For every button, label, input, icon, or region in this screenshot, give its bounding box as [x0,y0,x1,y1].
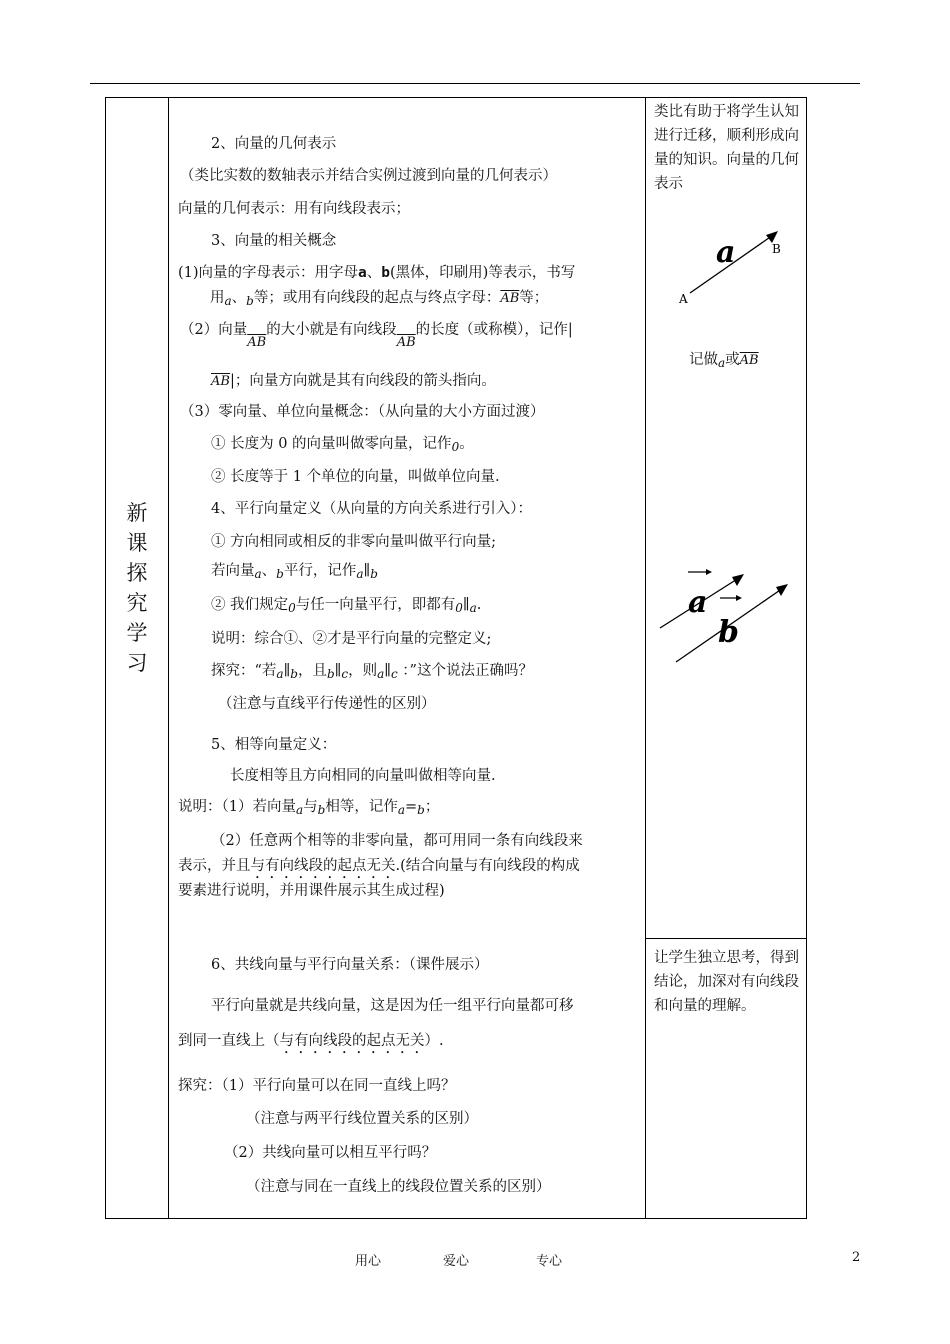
section-char-1: 新 [126,501,148,525]
parallel-def-2: 若向量$_a$、$_b$平行，记作$_a\parallel_b$ [211,563,378,581]
vec-ab: $\overline{AB}$ [500,291,520,306]
lesson-table [105,97,807,1219]
vector-b-symbol: b [718,615,739,650]
section-char-4: 究 [126,591,148,615]
equal-note-2c: 要素进行说明，并用课件展示其生成过程) [178,883,445,899]
side-note-2: 让学生独立思考，得到结论，加深对有向线段和向量的理解。 [654,950,799,1014]
point-b-label: B [772,242,781,256]
parallel-vectors-figure [654,560,804,670]
zero-unit-heading: （3）零向量、单位向量概念：（从向量的大小方面过渡） [180,404,545,420]
side-row-divider [645,938,806,939]
vec-b: b [246,294,254,308]
heading-4: 4、平行向量定义（从向量的方向关系进行引入）： [211,501,532,517]
explore-note: （注意与直线平行传递性的区别） [218,696,436,712]
column-divider-2 [645,98,646,1218]
heading-6: 6、共线向量与平行向量关系：（课件展示） [211,957,489,973]
unit-vector-def: ② 长度等于 1 个单位的向量，叫做单位向量. [211,469,500,485]
vec-a: a [224,294,232,308]
analogy-note: （类比实数的数轴表示并结合实例过渡到向量的几何表示） [180,168,557,184]
equal-note-1: 说明：（1）若向量$_a$与$_b$相等，记作$_a=_b$； [178,799,440,817]
magnitude-line2: $\overline{AB}|$；向量方向就是其有向线段的箭头指向。 [211,373,496,389]
vector-b-arrowhead [776,584,788,596]
bold-a: a [358,265,367,281]
section-label [106,498,168,678]
section-char-3: 探 [126,561,148,585]
footer-word-2: 爱心 [443,1254,470,1269]
notation-caption: 记做$_a$或$\overline{AB}$ [689,352,759,370]
collinear-line2: 到同一直线上（与有向线段的起点无关）. [178,1033,444,1049]
explore-q1: 探究：（1）平行向量可以在同一直线上吗？ [178,1078,456,1094]
bold-b: b [381,265,391,281]
vector-a-overarrow-head [706,569,712,575]
vector-ab-figure [676,223,801,313]
explore-q2: （2）共线向量可以相互平行吗？ [224,1145,437,1161]
header-rule [90,83,860,84]
vector-a-arrowhead [732,574,744,586]
collinear-line1: 平行向量就是共线向量，这是因为任一组平行向量都可移 [211,998,574,1014]
heading-5: 5、相等向量定义： [211,737,337,753]
geom-text: 向量的几何表示：用有向线段表示； [178,201,410,217]
side-note-1: 类比有助于将学生认知进行迁移，顺利形成向量的知识。向量的几何表示 [654,104,799,192]
parallel-explain: 说明：综合①、②才是平行向量的完整定义; [211,631,492,647]
section-char-5: 学 [126,621,148,645]
parallel-def-3: ② 我们规定$_0$与任一向量平行，即都有$_0\parallel_a$. [211,597,482,615]
footer-word-3: 专心 [536,1254,563,1269]
letter-rep-line1: (1)向量的字母表示：用字母a、b(黑体，印刷用)等表示，书写 [178,265,576,281]
heading-3: 3、向量的相关概念 [211,233,337,249]
footer-word-1: 用心 [355,1254,382,1269]
zero-vector-def: ① 长度为 0 的向量叫做零向量，记作$_0$。 [211,436,474,454]
explore-q1-note: （注意与两平行线位置关系的区别） [246,1111,478,1127]
section-char-6: 习 [126,651,148,675]
column-divider-1 [168,98,169,1218]
equal-def: 长度相等且方向相同的向量叫做相等向量. [230,768,496,784]
parallel-def-1: ① 方向相同或相反的非零向量叫做平行向量; [211,534,496,550]
vector-a-bold: a [716,235,736,270]
letter-rep-line2: 用$_a$、$_b$等；或用有向线段的起点与终点字母：$\overline{AB}$等； [210,290,549,308]
explore-q2-note: （注意与同在一直线上的线段位置关系的区别） [246,1179,551,1195]
vector-a-symbol: a [688,585,708,620]
magnitude-line1: （2）向量$\overline{AB}$的大小就是有向线段$\overline{AB}$的长度（或称模），记作| [180,322,573,350]
point-a-label: A [679,292,688,306]
explore-transitivity: 探究：“若$_a\parallel_b$，且$_b\parallel_c$，则$_a\parallel_c$ ：”这个说法正确吗？ [211,663,533,681]
heading-2: 2、向量的几何表示 [211,136,337,152]
page-number: 2 [852,1250,861,1265]
section-char-2: 课 [126,531,148,555]
vector-b-overarrow-head [736,595,742,601]
equal-note-2b: 表示，并且与有向线段的起点无关.(结合向量与有向线段的构成 [178,858,580,874]
equal-note-2a: （2）任意两个相等的非零向量，都可用同一条有向线段来 [211,833,583,849]
